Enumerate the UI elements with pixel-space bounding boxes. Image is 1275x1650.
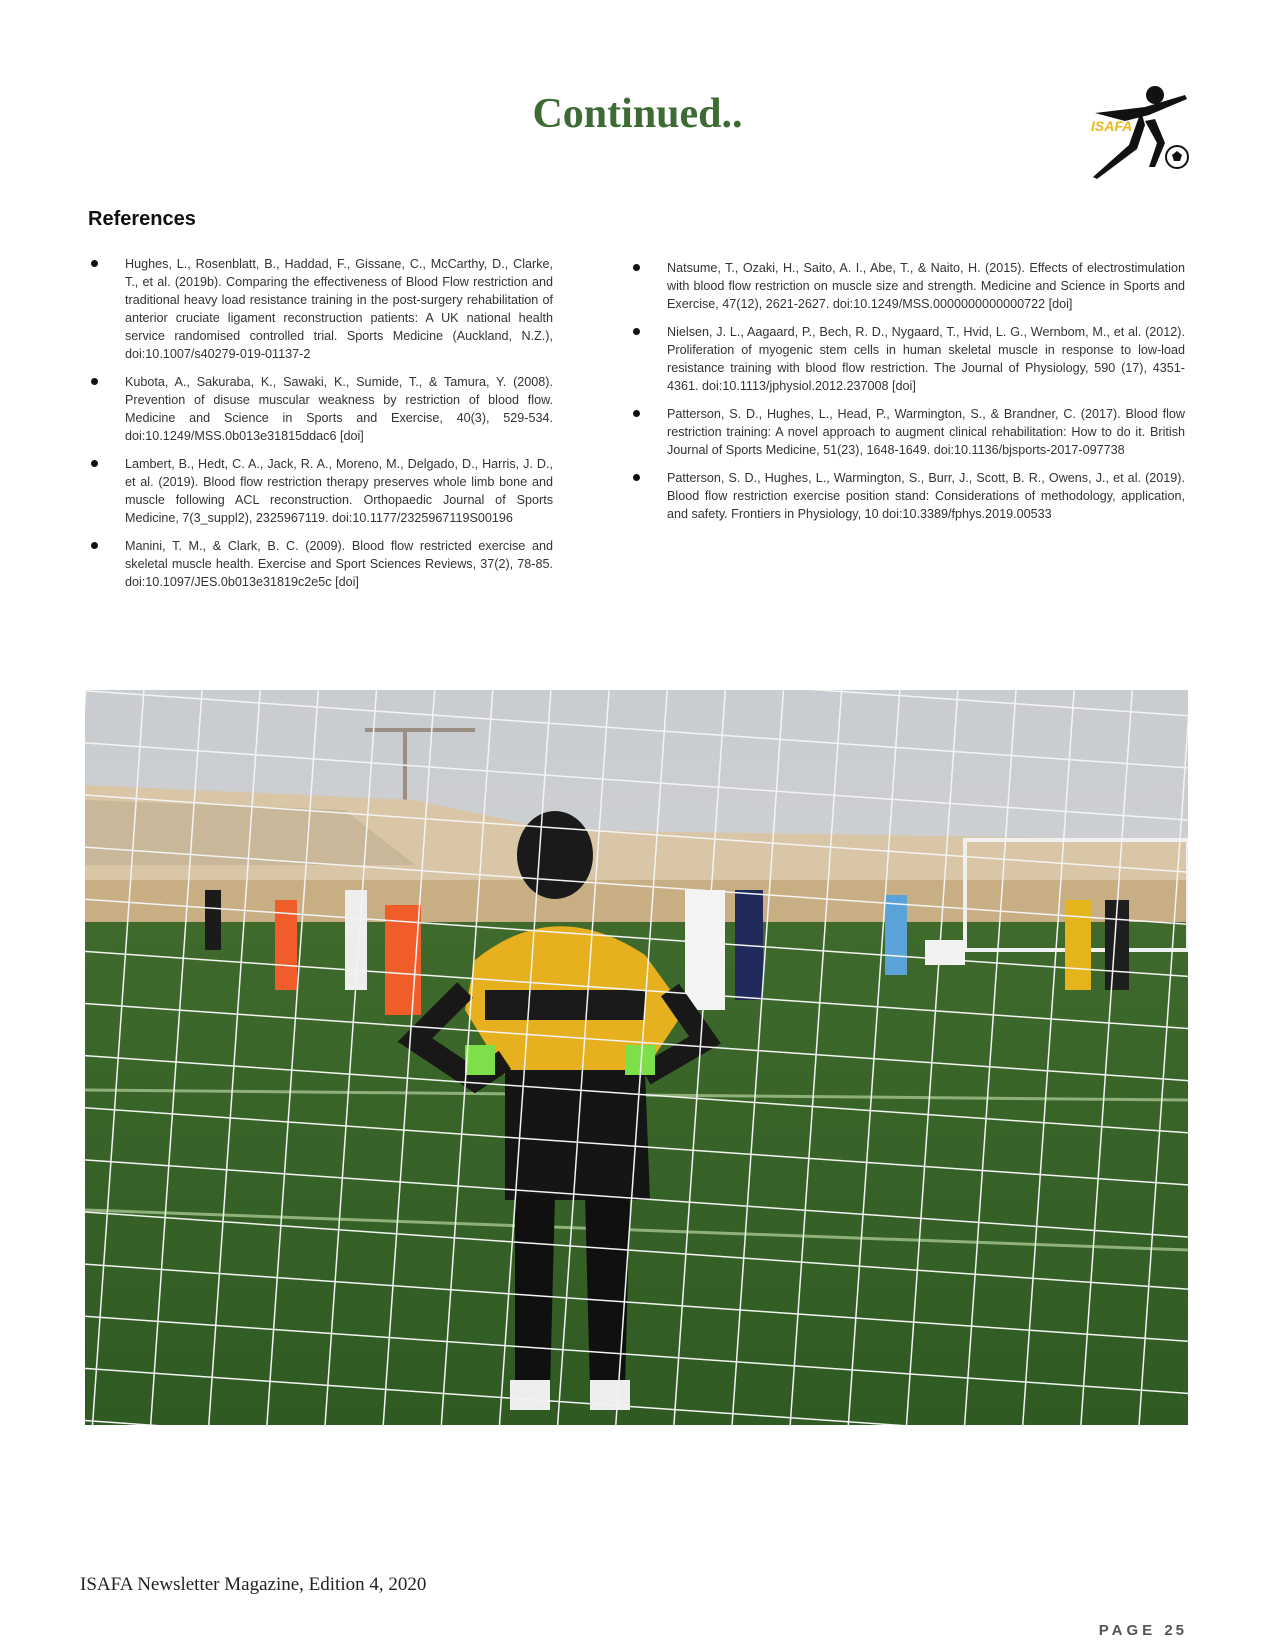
reference-item: Patterson, S. D., Hughes, L., Warmington, S., Burr, J., Scott, B. R., Owens, J., et al. (2019). Blood flow restriction exercise position stand: Considerations of methodology, application, and safety. Frontiers in Physiology, 10 doi:10.3389/fphys.2019.00533 — [630, 469, 1185, 523]
reference-item: Natsume, T., Ozaki, H., Saito, A. I., Abe, T., & Naito, H. (2015). Effects of electrostimulation with blood flow restriction on muscle size and strength. Medicine and Science in Sports and Exercise, 47(12), 2621-2627. doi:10.1249/MSS.0000000000000722 [doi] — [630, 259, 1185, 313]
reference-item: Hughes, L., Rosenblatt, B., Haddad, F., Gissane, C., McCarthy, D., Clarke, T., et al. (2019b). Comparing the effectiveness of Blood Flow restriction and traditional heavy load resistance training in the post-surgery rehabilitation of anterior cruciate ligament reconstruction patients: A UK national health service randomised controlled trial. Sports Medicine (Auckland, N.Z.), doi:10.1007/s40279-019-01137-2 — [88, 255, 553, 363]
reference-item: Manini, T. M., & Clark, B. C. (2009). Blood flow restricted exercise and skeletal muscle health. Exercise and Sport Sciences Reviews, 37(2), 78-85. doi:10.1097/JES.0b013e31819c2e5c [doi] — [88, 537, 553, 591]
isafa-logo — [1085, 85, 1195, 185]
footer-publication: ISAFA Newsletter Magazine, Edition 4, 2020 — [80, 1574, 427, 1595]
page-number: 25 — [1164, 1622, 1187, 1639]
svg-text:ISAFA: ISAFA — [1091, 118, 1133, 134]
goalkeeper-training-photo — [85, 690, 1188, 1425]
reference-item: Lambert, B., Hedt, C. A., Jack, R. A., Moreno, M., Delgado, D., Harris, J. D., et al. (2019). Blood flow restriction therapy preserves whole limb bone and muscle following ACL reconstruction. Orthopaedic Journal of Sports Medicine, 7(3_suppl2), 2325967119. doi:10.1177/2325967119S00196 — [88, 455, 553, 527]
page-title: Continued.. — [532, 91, 743, 137]
page-label: PAGE — [1098, 1622, 1157, 1639]
references-heading: References — [88, 208, 196, 230]
references-left-column — [88, 255, 553, 601]
reference-item: Kubota, A., Sakuraba, K., Sawaki, K., Sumide, T., & Tamura, Y. (2008). Prevention of disuse muscular weakness by restriction of blood flow. Medicine and Science in Sports and Exercise, 40(3), 529-534. doi:10.1249/MSS.0b013e31815ddac6 [doi] — [88, 373, 553, 445]
page-indicator — [1099, 1622, 1187, 1639]
references-right-column — [630, 259, 1185, 533]
reference-item: Nielsen, J. L., Aagaard, P., Bech, R. D., Nygaard, T., Hvid, L. G., Wernbom, M., et al. (2012). Proliferation of myogenic stem cells in human skeletal muscle in response to low-load resistance training with blood flow restriction. The Journal of Physiology, 590 (17), 4351-4361. doi:10.1113/jphysiol.2012.237008 [doi] — [630, 323, 1185, 395]
reference-item: Patterson, S. D., Hughes, L., Head, P., Warmington, S., & Brandner, C. (2017). Blood flow restriction training: A novel approach to augment clinical rehabilitation: How to do it. British Journal of Sports Medicine, 51(23), 1648-1649. doi:10.1136/bjsports-2017-097738 — [630, 405, 1185, 459]
